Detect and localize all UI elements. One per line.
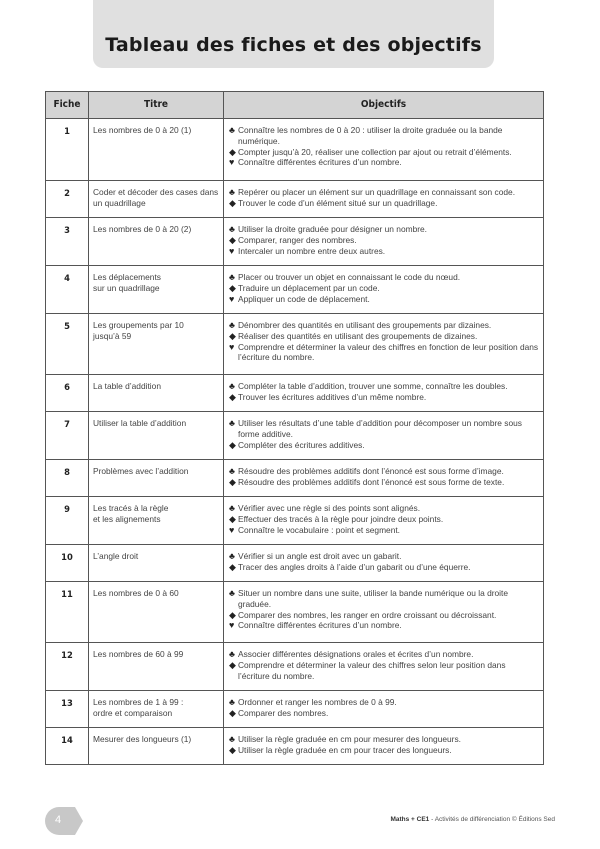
fiche-title: Les nombres de 0 à 60 — [89, 582, 224, 643]
table-row — [46, 497, 544, 545]
table-row — [46, 375, 544, 412]
objective-symbol-icon: ♣ — [229, 503, 235, 513]
objective-item — [229, 392, 539, 403]
fiche-objectives — [224, 497, 544, 545]
objective-symbol-icon: ◆ — [229, 561, 236, 572]
objective-symbol-icon: ♣ — [229, 381, 235, 391]
fiche-objectives — [224, 375, 544, 412]
objective-item — [229, 477, 539, 488]
objective-symbol-icon: ◆ — [229, 609, 236, 620]
objective-text: Compléter la table d’addition, trouver une somme, connaître les doubles. — [238, 381, 508, 391]
objective-text: Ordonner et ranger les nombres de 0 à 99. — [238, 697, 397, 707]
objective-item — [229, 198, 539, 209]
title-banner — [93, 0, 494, 68]
table-row — [46, 460, 544, 497]
objective-symbol-icon: ◆ — [229, 476, 236, 487]
fiche-title: La table d’addition — [89, 375, 224, 412]
objective-text: Comprendre et déterminer la valeur des chiffres selon leur position dans l’écriture du nombre. — [238, 659, 506, 681]
fiche-number: 14 — [46, 728, 89, 765]
fiche-objectives — [224, 582, 544, 643]
fiche-number: 3 — [46, 218, 89, 266]
objective-text: Dénombrer des quantités en utilisant des groupements par dizaines. — [238, 320, 492, 330]
objective-item — [229, 660, 539, 682]
fiche-number: 1 — [46, 119, 89, 181]
objective-item — [229, 503, 539, 514]
objective-item — [229, 235, 539, 246]
objective-item — [229, 745, 539, 756]
objective-text: Trouver le code d’un élément situé sur un quadrillage. — [238, 197, 438, 208]
table-row — [46, 545, 544, 582]
fiche-title: Les groupements par 10 jusqu’à 59 — [89, 314, 224, 375]
objective-text: Traduire un déplacement par un code. — [238, 282, 380, 293]
objective-symbol-icon: ◆ — [229, 513, 236, 524]
footer-caption: - Activités de différenciation © Éditions Sed — [429, 816, 555, 823]
header-fiche: Fiche — [46, 92, 89, 119]
objective-text: Utiliser la règle graduée en cm pour tracer des longueurs. — [238, 744, 452, 755]
objective-symbol-icon: ♥ — [229, 524, 235, 535]
objective-item — [229, 514, 539, 525]
objective-text: Vérifier avec une règle si des points sont alignés. — [238, 503, 421, 513]
objective-symbol-icon: ♥ — [229, 293, 235, 304]
fiche-title: Coder et décoder des cases dans un quadrillage — [89, 181, 224, 218]
objective-text: Situer un nombre dans une suite, utiliser la bande numérique ou la droite graduée. — [238, 588, 509, 609]
objective-symbol-icon: ♣ — [229, 187, 235, 197]
objective-symbol-icon: ♣ — [229, 272, 235, 282]
objective-item — [229, 620, 539, 631]
objective-text: Associer différentes désignations orales et écrites d’un nombre. — [238, 649, 474, 659]
objective-item — [229, 342, 539, 364]
objective-symbol-icon: ♣ — [229, 224, 235, 234]
objective-symbol-icon: ◆ — [229, 197, 236, 208]
objective-item — [229, 734, 539, 745]
fiche-number: 5 — [46, 314, 89, 375]
fiche-number: 13 — [46, 691, 89, 728]
objective-item — [229, 551, 539, 562]
objective-symbol-icon: ◆ — [229, 234, 236, 245]
objective-text: Comparer des nombres. — [238, 707, 329, 718]
objective-symbol-icon: ♣ — [229, 418, 235, 428]
table-row — [46, 266, 544, 314]
objective-item — [229, 147, 539, 158]
table-row — [46, 181, 544, 218]
objective-item — [229, 246, 539, 257]
objective-symbol-icon: ♣ — [229, 649, 235, 659]
table-row — [46, 412, 544, 460]
objective-symbol-icon: ◆ — [229, 146, 236, 157]
fiche-objectives — [224, 728, 544, 765]
objective-text: Compléter des écritures additives. — [238, 439, 365, 450]
objective-symbol-icon: ♣ — [229, 466, 235, 476]
objective-symbol-icon: ◆ — [229, 282, 236, 293]
page-title: Tableau des fiches et des objectifs — [105, 34, 482, 56]
fiche-number: 2 — [46, 181, 89, 218]
objective-item — [229, 588, 539, 610]
objective-text: Intercaler un nombre entre deux autres. — [238, 245, 386, 256]
objective-text: Résoudre des problèmes additifs dont l’énoncé est sous forme de texte. — [238, 476, 505, 487]
objective-symbol-icon: ♣ — [229, 320, 235, 330]
page-number-tab — [45, 807, 75, 835]
fiche-title: Les tracés à la règle et les alignements — [89, 497, 224, 545]
table-row — [46, 314, 544, 375]
objective-item — [229, 649, 539, 660]
fiche-objectives — [224, 314, 544, 375]
objective-item — [229, 440, 539, 451]
objective-item — [229, 610, 539, 621]
objective-item — [229, 157, 539, 168]
fiche-number: 7 — [46, 412, 89, 460]
page-number: 4 — [55, 814, 62, 826]
fiche-number: 6 — [46, 375, 89, 412]
objective-text: Comprendre et déterminer la valeur des chiffres en fonction de leur position dans l’écriture du nombre. — [238, 341, 539, 363]
fiche-number: 11 — [46, 582, 89, 643]
objective-text: Réaliser des quantités en utilisant des groupements de dizaines. — [238, 330, 478, 341]
fiche-title: L’angle droit — [89, 545, 224, 582]
objective-symbol-icon: ♥ — [229, 157, 235, 168]
header-objectifs: Objectifs — [224, 92, 544, 119]
objective-text: Connaître le vocabulaire : point et segment. — [238, 524, 401, 535]
fiche-title: Mesurer des longueurs (1) — [89, 728, 224, 765]
fiche-number: 10 — [46, 545, 89, 582]
objective-text: Connaître différentes écritures d’un nombre. — [238, 157, 402, 168]
fiche-number: 12 — [46, 643, 89, 691]
objective-text: Connaître différentes écritures d’un nombre. — [238, 620, 402, 631]
fiche-title: Les déplacements sur un quadrillage — [89, 266, 224, 314]
objective-item — [229, 187, 539, 198]
objective-symbol-icon: ♣ — [229, 697, 235, 707]
objective-text: Compter jusqu’à 20, réaliser une collection par ajout ou retrait d’éléments. — [238, 146, 512, 157]
objective-text: Vérifier si un angle est droit avec un gabarit. — [238, 551, 402, 561]
objective-item — [229, 466, 539, 477]
objective-item — [229, 418, 539, 440]
objective-text: Utiliser les résultats d’une table d’addition pour décomposer un nombre sous forme additive. — [238, 418, 522, 439]
fiche-title: Utiliser la table d’addition — [89, 412, 224, 460]
fiche-objectives — [224, 545, 544, 582]
fiche-title: Problèmes avec l’addition — [89, 460, 224, 497]
objective-text: Effectuer des tracés à la règle pour joindre deux points. — [238, 513, 444, 524]
objective-item — [229, 272, 539, 283]
objective-symbol-icon: ♣ — [229, 734, 235, 744]
table-body — [46, 119, 544, 765]
objective-symbol-icon: ◆ — [229, 659, 236, 670]
table-row — [46, 728, 544, 765]
fiche-objectives — [224, 460, 544, 497]
objective-symbol-icon: ♥ — [229, 620, 235, 631]
objective-item — [229, 708, 539, 719]
table-header-row — [46, 92, 544, 119]
objective-item — [229, 525, 539, 536]
objective-item — [229, 224, 539, 235]
page-number-arrow — [75, 807, 83, 835]
objective-text: Repérer ou placer un élément sur un quadrillage en connaissant son code. — [238, 187, 516, 197]
objective-symbol-icon: ◆ — [229, 330, 236, 341]
objective-symbol-icon: ◆ — [229, 707, 236, 718]
objective-text: Appliquer un code de déplacement. — [238, 293, 370, 304]
fiche-objectives — [224, 412, 544, 460]
fiche-title: Les nombres de 60 à 99 — [89, 643, 224, 691]
table-row — [46, 119, 544, 181]
fiche-objectives — [224, 119, 544, 181]
objective-text: Tracer des angles droits à l’aide d’un gabarit ou d’une équerre. — [238, 561, 471, 572]
objective-text: Utiliser la droite graduée pour désigner un nombre. — [238, 224, 428, 234]
objective-item — [229, 697, 539, 708]
fiche-number: 8 — [46, 460, 89, 497]
objective-item — [229, 125, 539, 147]
objective-item — [229, 294, 539, 305]
header-titre: Titre — [89, 92, 224, 119]
objective-symbol-icon: ♥ — [229, 341, 235, 352]
objectives-table — [45, 91, 544, 765]
objective-text: Comparer, ranger des nombres. — [238, 234, 357, 245]
objective-item — [229, 320, 539, 331]
footer-book: Maths + CE1 — [390, 816, 430, 823]
objective-item — [229, 381, 539, 392]
fiche-number: 9 — [46, 497, 89, 545]
fiche-number: 4 — [46, 266, 89, 314]
objective-text: Résoudre des problèmes additifs dont l’énoncé est sous forme d’image. — [238, 466, 504, 476]
objective-symbol-icon: ♣ — [229, 125, 235, 135]
objective-item — [229, 283, 539, 294]
objective-symbol-icon: ◆ — [229, 391, 236, 402]
fiche-title: Les nombres de 0 à 20 (2) — [89, 218, 224, 266]
footer-credit — [390, 816, 555, 823]
objective-item — [229, 562, 539, 573]
table-row — [46, 643, 544, 691]
objective-text: Utiliser la règle graduée en cm pour mesurer des longueurs. — [238, 734, 461, 744]
objective-symbol-icon: ♥ — [229, 245, 235, 256]
table-row — [46, 218, 544, 266]
objective-text: Trouver les écritures additives d’un même nombre. — [238, 391, 427, 402]
fiche-objectives — [224, 181, 544, 218]
objective-symbol-icon: ◆ — [229, 439, 236, 450]
objective-item — [229, 331, 539, 342]
table-row — [46, 691, 544, 728]
objective-symbol-icon: ♣ — [229, 551, 235, 561]
objective-symbol-icon: ♣ — [229, 588, 235, 598]
objective-text: Comparer des nombres, les ranger en ordre croissant ou décroissant. — [238, 609, 497, 620]
fiche-title: Les nombres de 0 à 20 (1) — [89, 119, 224, 181]
objective-symbol-icon: ◆ — [229, 744, 236, 755]
fiche-objectives — [224, 643, 544, 691]
fiche-objectives — [224, 691, 544, 728]
objective-text: Placer ou trouver un objet en connaissant le code du nœud. — [238, 272, 461, 282]
fiche-objectives — [224, 218, 544, 266]
objective-text: Connaître les nombres de 0 à 20 : utiliser la droite graduée ou la bande numérique. — [238, 125, 503, 146]
fiche-title: Les nombres de 1 à 99 : ordre et comparaison — [89, 691, 224, 728]
table-row — [46, 582, 544, 643]
fiche-objectives — [224, 266, 544, 314]
